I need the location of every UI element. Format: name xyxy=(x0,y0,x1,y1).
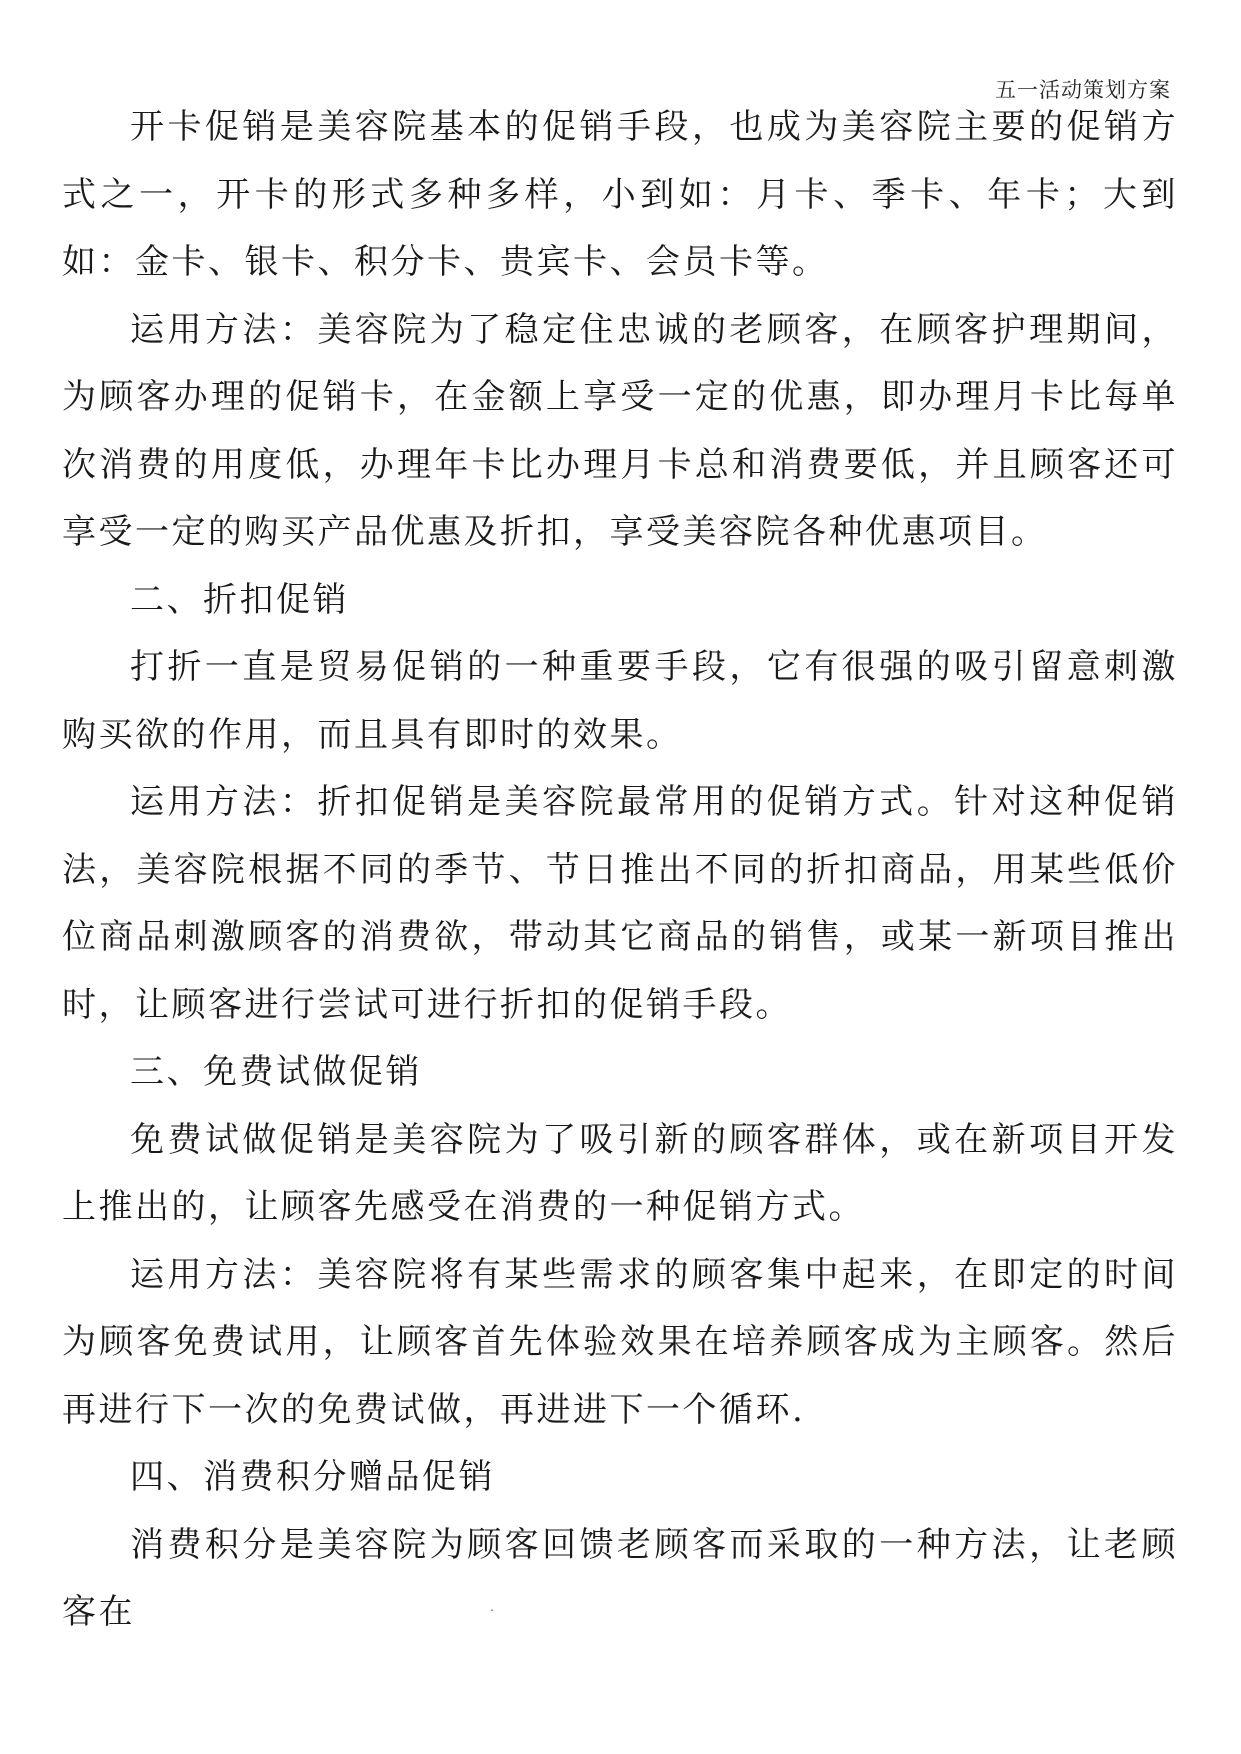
section-heading-free-trial: 三、免费试做促销 xyxy=(130,1052,422,1092)
paragraph-free-trial-intro: 免费试做促销是美容院为了吸引新的顾客群体，或在新项目开发上推出的，让顾客先感受在消费的一种促销方式。 xyxy=(62,1119,1178,1227)
section-heading-discount: 二、折扣促销 xyxy=(130,579,349,620)
section-heading-points-gift: 四、消费积分赠品促销 xyxy=(130,1457,495,1497)
page-footer-mark: . xyxy=(490,1600,494,1614)
paragraph-discount-method: 运用方法：折扣促销是美容院最常用的促销方式。针对这种促销法，美容院根据不同的季节、节日推出不同的折扣商品，用某些低价位商品刺激顾客的消费欲，带动其它商品的销售，或某一新项目推出时，让顾客进行尝试可进行折扣的促销手段。 xyxy=(62,782,1178,1025)
paragraph-free-trial-method: 运用方法：美容院将有某些需求的顾客集中起来，在即定的时间为顾客免费试用，让顾客首先体验效果在培养顾客成为主顾客。然后再进行下一次的免费试做，再进进下一个循环. xyxy=(62,1254,1178,1430)
paragraph-card-promotion: 开卡促销是美容院基本的促销手段，也成为美容院主要的促销方式之一，开卡的形式多种多样，小到如：月卡、季卡、年卡；大到如：金卡、银卡、积分卡、贵宾卡、会员卡等。 xyxy=(62,107,1178,282)
document-body xyxy=(62,94,1178,1647)
paragraph-card-method: 运用方法：美容院为了稳定住忠诚的老顾客，在顾客护理期间，为顾客办理的促销卡，在金额上享受一定的优惠，即办理月卡比每单次消费的用度低，办理年卡比办理月卡总和消费要低，并且顾客还可享受一定的购买产品优惠及折扣，享受美容院各种优惠项目。 xyxy=(62,309,1178,552)
page-header: 五一活动策划方案 xyxy=(995,78,1171,102)
paragraph-points-intro: 消费积分是美容院为顾客回馈老顾客而采取的一种方法，让老顾客在 xyxy=(62,1524,1178,1632)
paragraph-discount-intro: 打折一直是贸易促销的一种重要手段，它有很强的吸引留意刺激购买欲的作用，而且具有即时的效果。 xyxy=(62,647,1178,755)
